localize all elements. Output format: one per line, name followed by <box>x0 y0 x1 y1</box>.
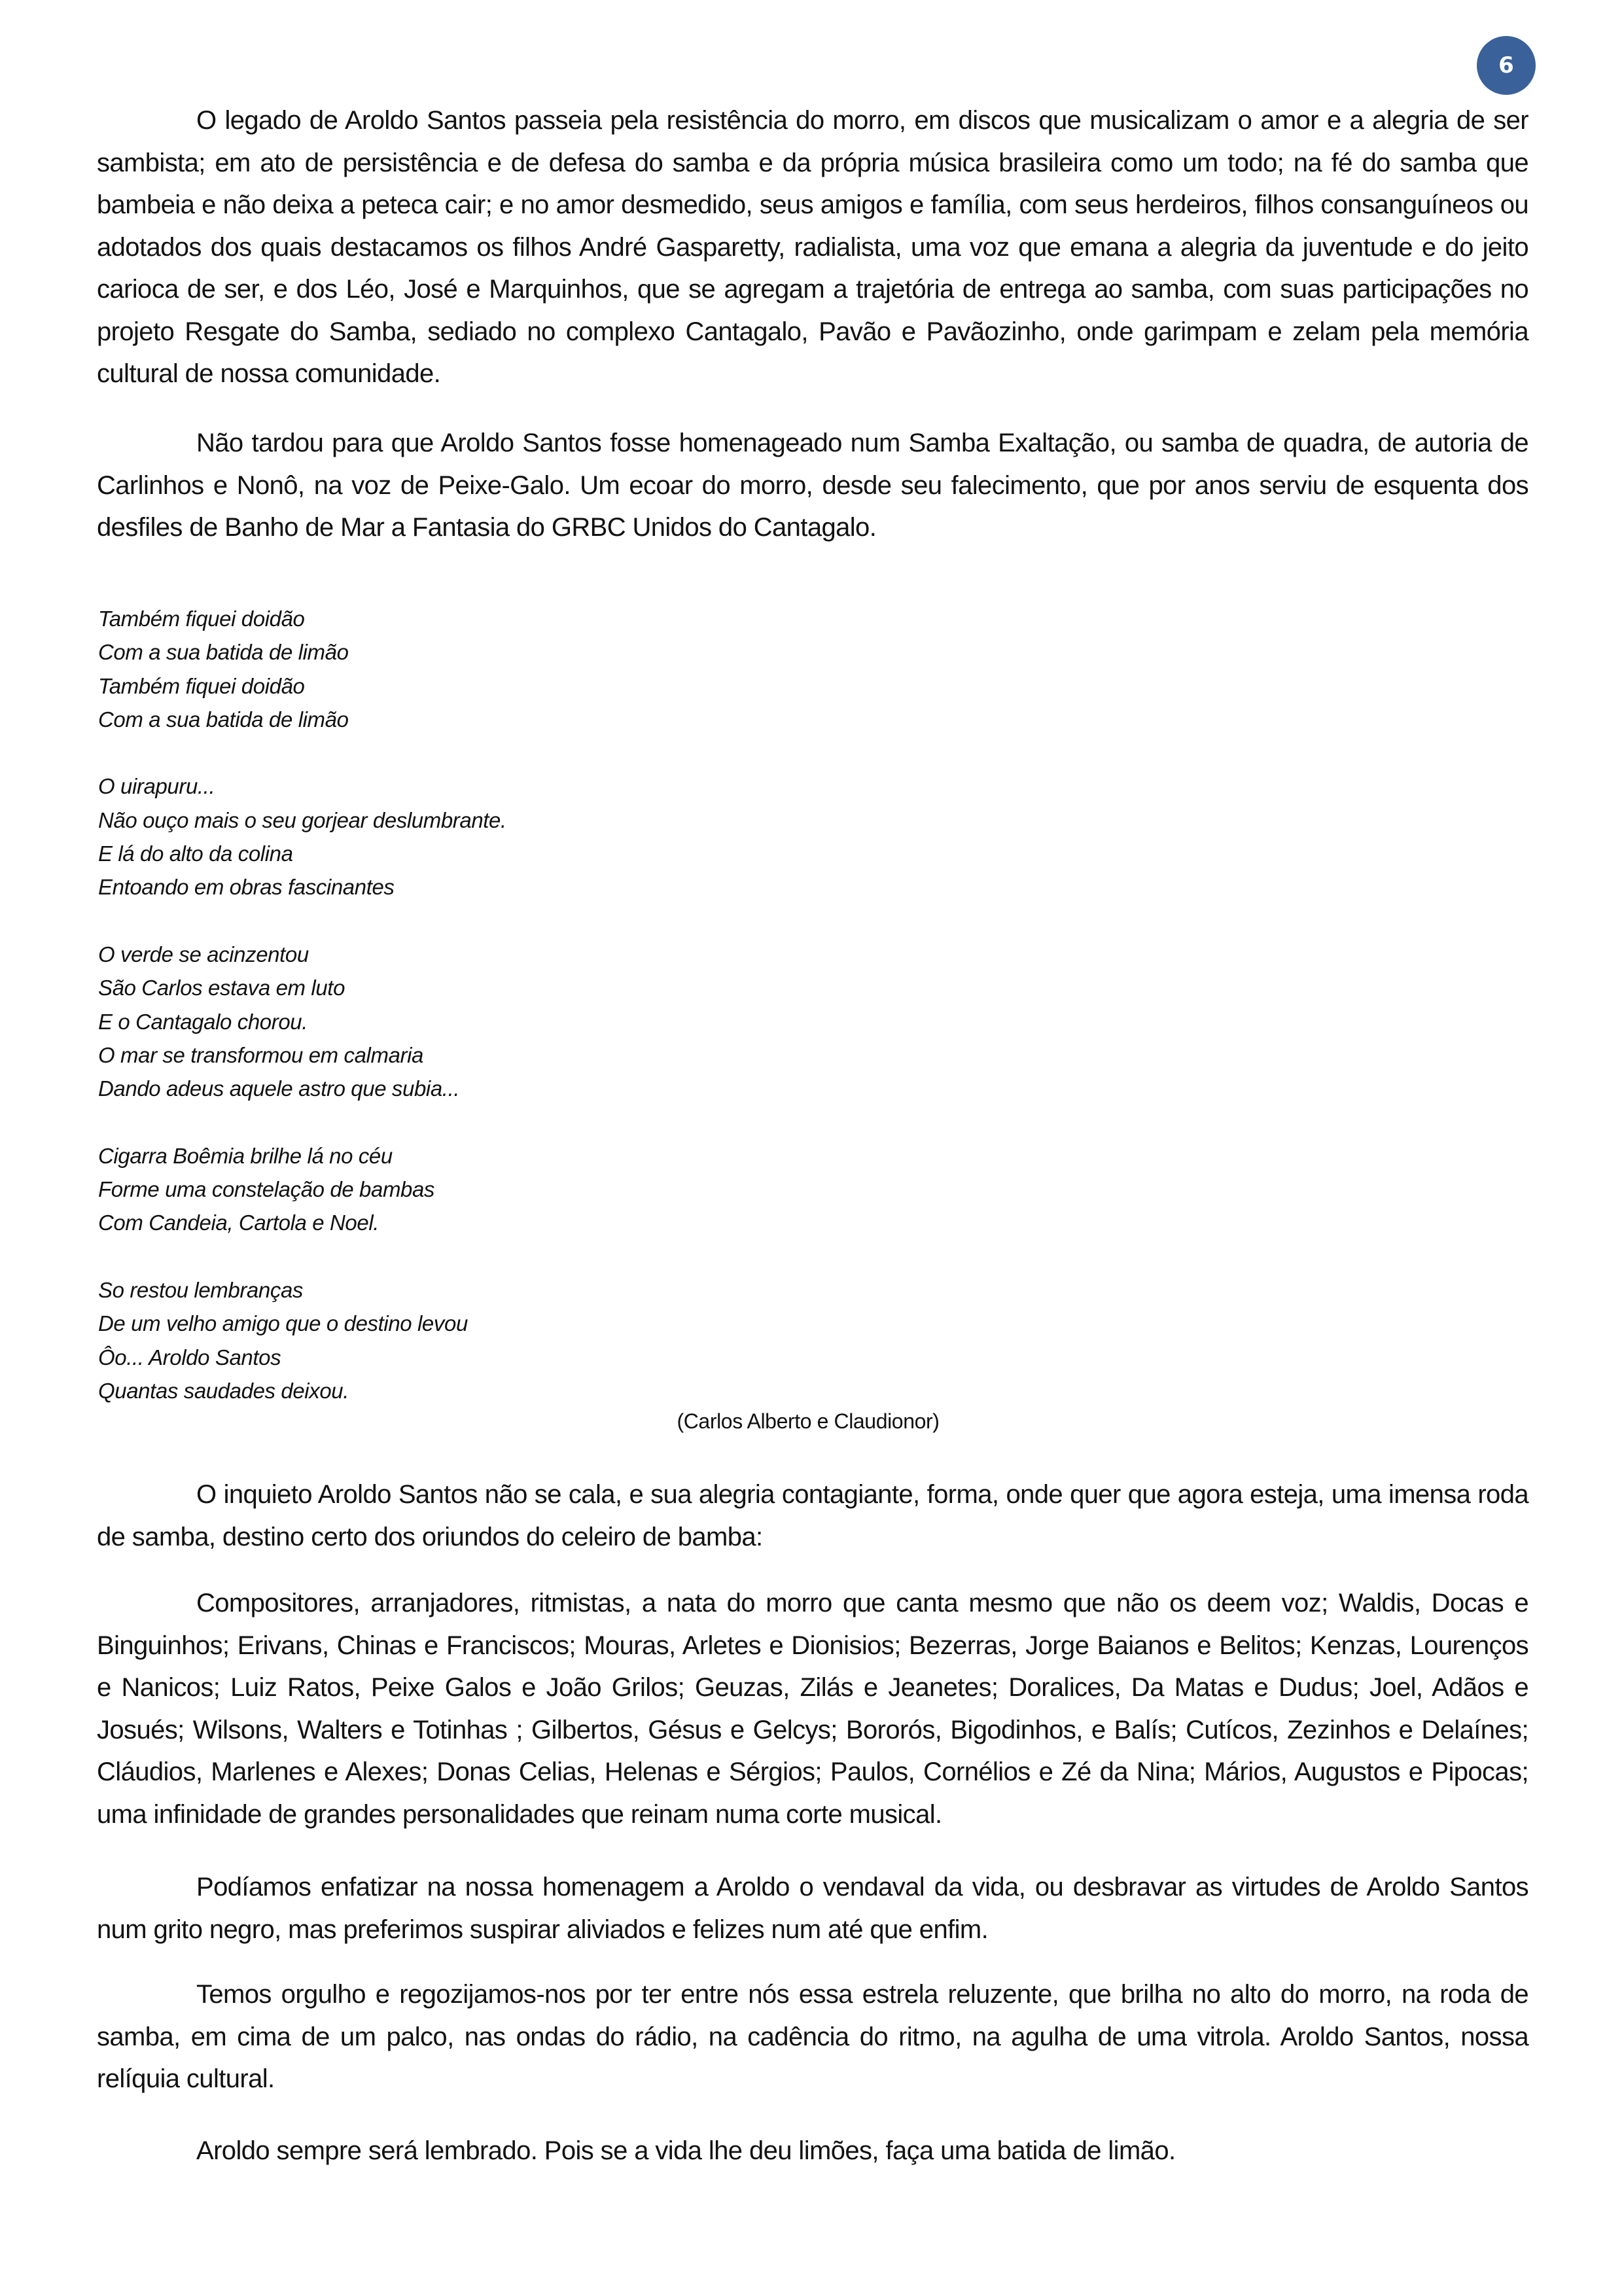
lyrics-stanza <box>98 938 818 1105</box>
lyric-line: O mar se transformou em calmaria <box>98 1042 424 1067</box>
lyric-line: O uirapuru... <box>98 774 215 799</box>
lyric-line: São Carlos estava em luto <box>98 976 345 1000</box>
lyric-line: E lá do alto da colina <box>98 841 293 866</box>
lyric-line: Com Candeia, Cartola e Noel. <box>98 1210 380 1235</box>
lyrics-stanza <box>98 769 818 904</box>
paragraph-conclusao: Aroldo sempre será lembrado. Pois se a vida lhe deu limões, faça uma batida de limão. <box>196 2136 1176 2165</box>
lyric-line: Dando adeus aquele astro que subia... <box>98 1076 460 1101</box>
lyric-line: Quantas saudades deixou. <box>98 1378 349 1403</box>
lyrics-stanza <box>98 1273 818 1407</box>
lyrics-block <box>98 602 818 1441</box>
page-number: 6 <box>1498 52 1514 79</box>
paragraph-inquieto: O inquieto Aroldo Santos não se cala, e sua alegria contagiante, forma, onde quer que agora esteja, uma imensa roda de samba, destino certo dos oriundos do celeiro de bamba: <box>97 1480 1528 1551</box>
lyric-line: Cigarra Boêmia brilhe lá no céu <box>98 1143 393 1168</box>
lyric-line: Não ouço mais o seu gorjear deslumbrante. <box>98 807 506 832</box>
lyrics-credit: (Carlos Alberto e Claudionor) <box>677 1409 940 1433</box>
paragraph-orgulho: Temos orgulho e regozijamos-nos por ter entre nós essa estrela reluzente, que brilha no alto do morro, na roda de samba, em cima de um palco, nas ondas do rádio, na cadência do ritmo, na agulha de uma vitrola. Aroldo Santos, nossa relíquia cultural. <box>97 1980 1528 2093</box>
lyric-line: De um velho amigo que o destino levou <box>98 1311 468 1336</box>
lyric-line: So restou lembranças <box>98 1277 303 1302</box>
lyric-line: Forme uma constelação de bambas <box>98 1177 435 1202</box>
lyrics-stanza <box>98 602 818 736</box>
lyric-line: Com a sua batida de limão <box>98 640 349 665</box>
lyric-line: Também fiquei doidão <box>98 673 305 698</box>
paragraph-compositores: Compositores, arranjadores, ritmistas, a nata do morro que canta mesmo que não os deem voz; Waldis, Docas e Binguinhos; Erivans, Chinas e Franciscos; Mouras, Arletes e Dionisios; Bezerras, Jorge Baianos e Belitos; Kenzas, Lourenços e Nanicos; Luiz Ratos, Peixe Galos e João Grilos; Geuzas, Zilás e Jeanetes; Doralices, Da Matas e Dudus; Joel, Adãos e Josués; Wilsons, Walters e Totinhas ; Gilbertos, Gésus e Gelcys; Bororós, Bigodinhos, e Balís; Cutícos, Zezinhos e Delaínes; Cláudios, Marlenes e Alexes; Donas Celias, Helenas e Sérgios; Paulos, Cornélios e Zé da Nina; Mários, Augustos e Pipocas; uma infinidade de grandes personalidades que reinam numa corte musical. <box>97 1589 1528 1829</box>
paragraph-legado: O legado de Aroldo Santos passeia pela resistência do morro, em discos que musicalizam o amor e a alegria de ser sambista; em ato de persistência e de defesa do samba e da própria música brasileira como um todo; na fé do samba que bambeia e não deixa a peteca cair; e no amor desmedido, seus amigos e família, com seus herdeiros, filhos consanguíneos ou adotados dos quais destacamos os filhos André Gasparetty, radialista, uma voz que emana a alegria da juventude e do jeito carioca de ser, e dos Léo, José e Marquinhos, que se agregam a trajetória de entrega ao samba, com suas participações no projeto Resgate do Samba, sediado no complexo Cantagalo, Pavão e Pavãozinho, onde garimpam e zelam pela memória cultural de nossa comunidade. <box>97 106 1528 388</box>
paragraph-podiamos: Podíamos enfatizar na nossa homenagem a Aroldo o vendaval da vida, ou desbravar as virtudes de Aroldo Santos num grito negro, mas preferimos suspirar aliviados e felizes num até que enfim. <box>97 1873 1528 1944</box>
paragraph-homenagem-samba-exaltacao: Não tardou para que Aroldo Santos fosse homenageado num Samba Exaltação, ou samba de quadra, de autoria de Carlinhos e Nonô, na voz de Peixe-Galo. Um ecoar do morro, desde seu falecimento, que por anos serviu de esquenta dos desfiles de Banho de Mar a Fantasia do GRBC Unidos do Cantagalo. <box>97 429 1528 542</box>
lyric-line: Entoando em obras fascinantes <box>98 875 395 900</box>
lyric-line: Também fiquei doidão <box>98 607 305 631</box>
lyric-line: O verde se acinzentou <box>98 942 309 966</box>
page-number-badge <box>1477 36 1536 95</box>
lyrics-stanza <box>98 1139 818 1240</box>
lyric-line: Ôo... Aroldo Santos <box>98 1345 281 1369</box>
lyric-line: Com a sua batida de limão <box>98 707 349 732</box>
lyric-line: E o Cantagalo chorou. <box>98 1009 308 1034</box>
